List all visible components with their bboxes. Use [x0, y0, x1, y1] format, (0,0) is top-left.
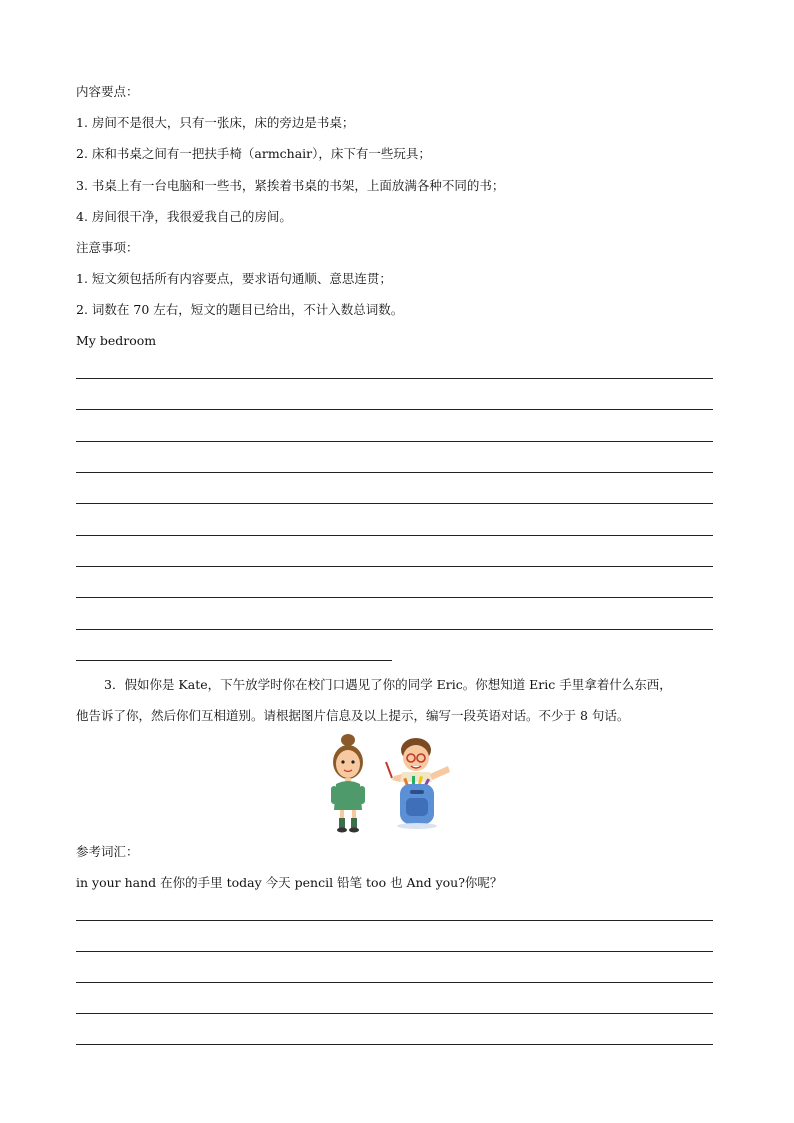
writing-line	[76, 629, 713, 630]
dialogue-line	[76, 951, 713, 952]
question-line-2: 他告诉了你，然后你们互相道别。请根据图片信息及以上提示，编写一段英语对话。不少于 8 句话。	[76, 708, 630, 723]
notes-heading: 注意事项：	[76, 240, 139, 255]
writing-line	[76, 378, 713, 379]
writing-line	[76, 503, 713, 504]
key-point-4: 4. 房间很干净，我很爱我自己的房间。	[76, 209, 292, 224]
dialogue-line	[76, 982, 713, 983]
essay-title: My bedroom	[76, 333, 157, 348]
writing-line	[76, 535, 713, 536]
writing-line	[76, 409, 713, 410]
key-point-1: 1. 房间不是很大，只有一张床，床的旁边是书桌；	[76, 115, 355, 130]
vocab-heading: 参考词汇：	[76, 844, 139, 859]
boy-figure	[386, 738, 450, 829]
note-2: 2. 词数在 70 左右，短文的题目已给出，不计入数总词数。	[76, 302, 404, 317]
writing-line	[76, 441, 713, 442]
writing-line	[76, 566, 713, 567]
note-1: 1. 短文须包括所有内容要点，要求语句通顺、意思连贯；	[76, 271, 392, 286]
key-points-heading: 内容要点：	[76, 84, 139, 99]
dialogue-line	[76, 1013, 713, 1014]
vocab-list: in your hand 在你的手里 today 今天 pencil 铅笔 too 也 And you?你呢？	[76, 875, 503, 890]
girl-figure	[331, 734, 365, 833]
kate-and-eric-illustration	[326, 732, 460, 836]
writing-line	[76, 472, 713, 473]
key-point-2: 2. 床和书桌之间有一把扶手椅（armchair），床下有一些玩具；	[76, 146, 431, 161]
dialogue-line	[76, 1044, 713, 1045]
question-line-1: 3．假如你是 Kate，下午放学时你在校门口遇见了你的同学 Eric。你想知道 Eric 手里拿着什么东西，	[104, 677, 672, 692]
writing-line	[76, 597, 713, 598]
key-point-3: 3. 书桌上有一台电脑和一些书，紧挨着书桌的书架，上面放满各种不同的书；	[76, 178, 505, 193]
dialogue-line	[76, 920, 713, 921]
writing-line-short	[76, 660, 392, 661]
